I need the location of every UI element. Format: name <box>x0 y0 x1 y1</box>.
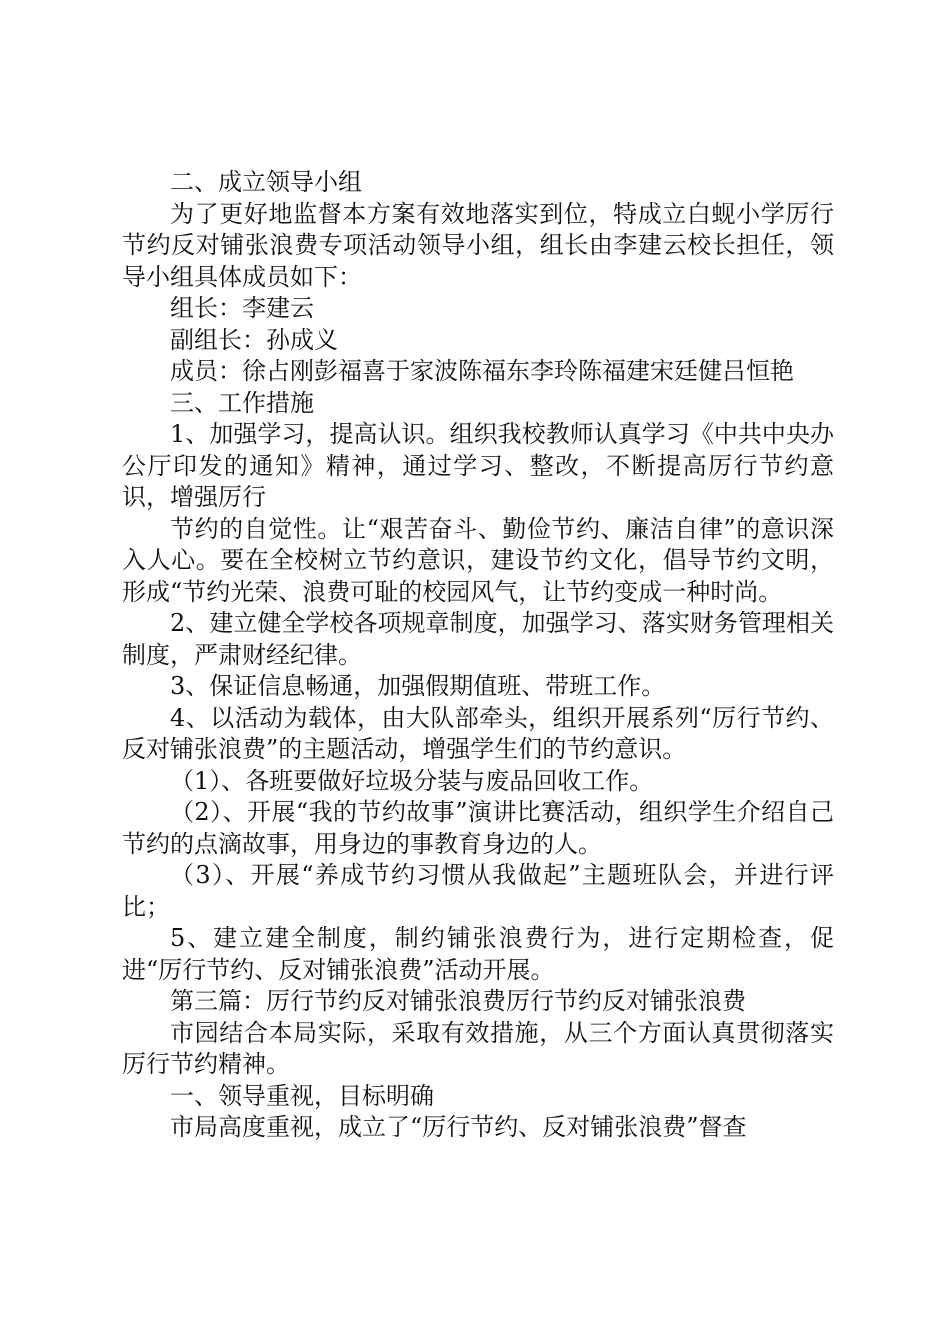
document-page <box>122 167 834 1144</box>
paragraph-bureau-oversight: 市局高度重视，成立了“厉行节约、反对铺张浪费”督查 <box>170 1113 747 1141</box>
paragraph-measure-4: 4、以活动为载体，由大队部牵头，组织开展系列“厉行节约、反对铺张浪费”的主题活动，增强学生们的节约意识。 <box>122 703 834 763</box>
paragraph-measure-5: 5、建立建全制度，制约铺张浪费行为，进行定期检查，促进“厉行节约、反对铺张浪费”活动开展。 <box>122 924 834 984</box>
paragraph-group-intro: 为了更好地监督本方案有效地落实到位，特成立白蚬小学厉行节约反对铺张浪费专项活动领导小组，组长由李建云校长担任，领导小组具体成员如下： <box>122 199 834 291</box>
paragraph-measure-1: 1、加强学习，提高认识。组织我校教师认真学习《中共中央办公厅印发的通知》精神，通过学习、整改，不断提高厉行节约意识，增强厉行 <box>122 420 834 511</box>
section-heading-work-measures: 三、工作措施 <box>170 388 314 417</box>
paragraph-chapter-intro: 市园结合本局实际，采取有效措施，从三个方面认真贯彻落实厉行节约精神。 <box>122 1018 834 1078</box>
paragraph-sub-item-1: （1）、各班要做好垃圾分装与废品回收工作。 <box>170 766 654 795</box>
section-heading-leadership-group: 二、成立领导小组 <box>170 168 362 196</box>
section-heading-leadership-emphasis: 一、领导重视，目标明确 <box>170 1081 434 1110</box>
paragraph-measure-1-continued: 节约的自觉性。让“艰苦奋斗、勤俭节约、廉洁自律”的意识深入人心。要在全校树立节约意识，建设节约文化，倡导节约文明，形成“节约光荣、浪费可耻的校园风气，让节约变成一种时尚。 <box>122 514 834 606</box>
paragraph-sub-item-2: （2）、开展“我的节约故事”演讲比赛活动，组织学生介绍自己节约的点滴故事，用身边的事教育身边的人。 <box>122 798 834 858</box>
paragraph-members: 成员：徐占刚彭福喜于家波陈福东李玲陈福建宋廷健吕恒艳 <box>170 357 794 385</box>
paragraph-deputy-leader: 副组长：孙成义 <box>170 325 338 354</box>
paragraph-group-leader: 组长：李建云 <box>170 294 314 322</box>
paragraph-measure-2: 2、建立健全学校各项规章制度，加强学习、落实财务管理相关制度，严肃财经纪律。 <box>122 609 834 669</box>
chapter-heading-part-three: 第三篇：厉行节约反对铺张浪费厉行节约反对铺张浪费 <box>170 987 746 1015</box>
paragraph-sub-item-3: （3）、开展“养成节约习惯从我做起”主题班队会，并进行评比； <box>122 861 834 921</box>
paragraph-measure-3: 3、保证信息畅通，加强假期值班、带班工作。 <box>170 672 666 700</box>
